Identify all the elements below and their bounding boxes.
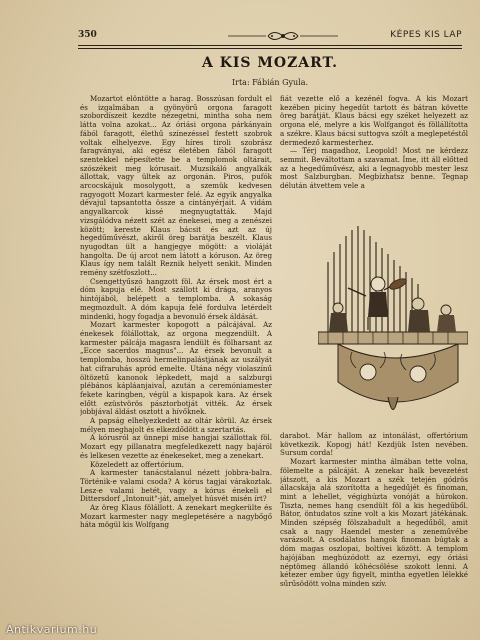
organ-violin-illustration [318, 222, 468, 428]
paragraph: A karmester tanácstalanul nézett jobbra-balra. Történik-e valami csoda? A kórus tagjai várakoztak. Lesz-e valami betét, vagy a kórus énekeli el Dittersdorf „Intonuit"-ját, amelyet húsvét misén írt? [80, 468, 272, 504]
header-rule-thin [78, 48, 462, 49]
paragraph: Mozart karmester kopogott a pálcájával. Az énekesek fölállottak, az orgona megzendült. A karmester pálcája magasra lendült és fölharsant az „Ecce sacerdos magnus"... Az érsek bevonult a templomba, hosszú hermelinpalástjának az uszályát hat cifraruhás apród emelte. Utána négy violaszínű öltözetű kanonok lépkedett, majd a salzburgi plébános kápláanjaival, azután a ceremóniamester fekete karingben, végül a kispapok kara. Az érsek előtt ezüstvörös pásztorbotját vitték. Az érsek jobbjával áldást osztott a hívőknek. [80, 320, 272, 417]
header-ornament-icon [228, 28, 338, 42]
watermark-logo: Antikvarium.hu [6, 623, 98, 636]
text-column-left [80, 95, 272, 630]
paragraph: Az öreg Klaus fölállott. A zenekart megkerülte és Mozart karmester nagy meglepetésére a nagybőgő háta mögül kis Wolfgang [80, 503, 272, 530]
paragraph: — Térj magadhoz, Leopold! Most ne kérdezz semmit. Beváltottam a szavamat. Íme, itt áll előtted az a hegedűművész, aki a legnagyobb mester lesz most Salzburgban. Megbízhatsz benne. Tegnap délután átvettem vele a [280, 146, 468, 191]
text-column-right-top [280, 95, 468, 220]
article-byline: Irta: Fábián Gyula. [231, 78, 309, 87]
text-column-right-bottom [280, 432, 468, 632]
paragraph: Mozart karmester mintha álmában tette volna, fölemelte a pálcáját. A zenekar halk bevezetést játszott, a kis Mozart a szék tetején gódrös állacskája alá szorította a hegedűjét és finoman, mint a lehellet, végighúzta vonóját a húrokon. Tiszta, nemes hang csendült föl a kis hegedűből. Bátor, öntudatos színe volt a kis Mozart játékának. Minden szépség fölszabadult a hegedűből, amit csak a nagy Haendel mester a zeneművébe varázsolt. A csodálatos hangok finoman búgtak a dóm magas oszlopai, boltívei között. A templom hajójában meghúzódott az ezernyi, egy óriási néptömeg állandó köhécsölése szokott lenni. A kétezer ember úgy figyelt, mintha egyetlen lélekké sűrűsödött volna minden szív. [280, 457, 468, 588]
paragraph: Csengettyűszó hangzott föl. Az érsek most ért a dóm kapuja elé. Most szállott ki drága, aranyos hintójából, belépett a templomba. A sokaság megmozdult. A dóm kapuja felé fordulva letérdelt mindenki, hogy fogadja a bevonuló érsek áldását. [80, 276, 272, 321]
paragraph: A kórusról az ünnepi mise hangjai szállottak föl. Mozart egy pillanatra megfeledkezett nagy bajáról és lelkesen vezette az énekeseket, meg a zenekart. [80, 433, 272, 460]
paragraph: Mozartot elöntötte a harag. Bosszúsan fordult el és izgalmában a gyönyörű orgona faragott szobordíszeit kezdte nézegetni, mintha soha nem látta volna azokat... Az óriási orgona párkányain fából faragott, élethű színezéssel festett szobrok voltak elhelyezve. Egy híres tiroli szobrász faragványai, aki egész életében fából faragott szentekkel népesítette be a templomok oltárait, szószékeit meg kórusait. Muzsikáló angyalkák állottak, vagy ültek az orgonán. Piros, pufók arcocskájuk mosolygott, a szemük kedvesen ragyogott Mozart karmester felé. Az egyik angyalka dévajul tapsantotta össze a cintányérjait. A vidám angyalkarcok kissé megnyugtatták. Majd vizsgálódva nézett szét az énekesei, meg a zenészei között; kereste Klaus bácsit és azt az új hegedűművészt, akiről öreg barátja beszélt. Klaus nyugodtan ült a hangjegye mögött: a violáját hangolta. De új arcot nem látott a kóruson. Az öreg Klaus így nem talált Reznik helyett senkit. Minden remény szétfoszlott... [80, 95, 272, 278]
paragraph: A papság elhelyezkedett az oltár körül. Az érsek mélyen meghajolt és elkezdődött a szertartás. [80, 416, 272, 434]
page-header [78, 28, 462, 44]
page-number: 350 [78, 30, 97, 40]
paragraph: Közeledett az offertórium. [90, 459, 184, 469]
paragraph: darabot. Már hallom az intonálást, offertórium következik. Kopogj hát! Kezdjük Isten nevében. Sursum corda! [280, 432, 468, 458]
header-rule [78, 45, 462, 46]
article-title: A KIS MOZART. [201, 55, 339, 71]
magazine-title: KÉPES KIS LAP [390, 30, 462, 40]
paragraph: fiát vezette elő a kezénél fogva. A kis Mozart kezében piciny hegedűt tartott és bátran követte öreg barátját. Klaus bácsi egy széket helyezett az orgona elé, melyre a kis Wolfgangot és föllállította a székre. Klaus bácsi suttogva szólt a meglepetéstől dermedező karmesterhez. [280, 95, 468, 147]
